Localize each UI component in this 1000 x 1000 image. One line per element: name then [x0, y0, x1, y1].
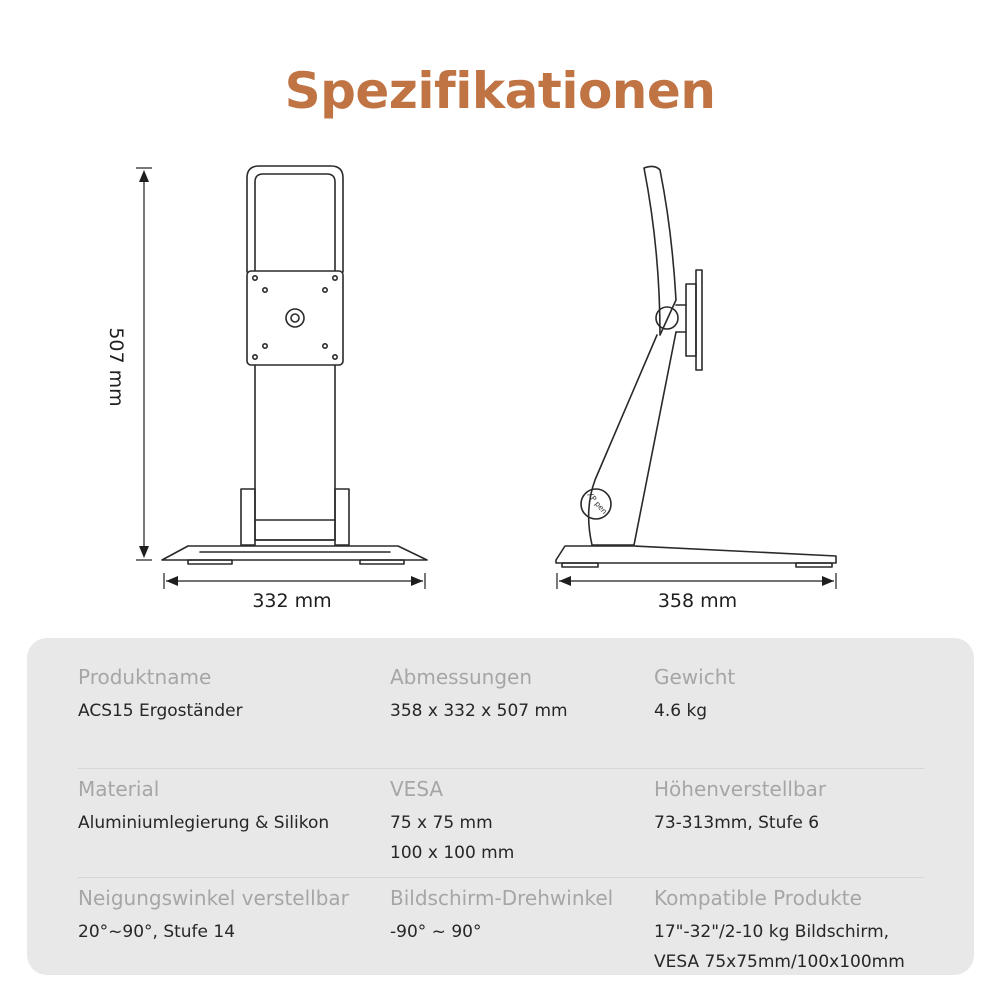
spec-cell-dimensions [390, 660, 650, 726]
spec-label: VESA [390, 777, 444, 801]
spec-label: Abmessungen [390, 665, 533, 689]
spec-label: Material [78, 777, 160, 801]
spec-label: Kompatible Produkte [654, 886, 862, 910]
spec-row [78, 769, 924, 878]
height-dimension-label: 507 mm [105, 327, 127, 407]
specifications-panel [27, 638, 974, 975]
spec-value: 73-313mm, Stufe 6 [654, 813, 820, 833]
spec-cell-tilt-angle [78, 878, 388, 947]
spec-cell-rotation-angle [390, 878, 650, 947]
page-title: Spezifikationen [284, 62, 716, 120]
spec-value: -90° ~ 90° [390, 922, 482, 942]
side-width-dimension-line [557, 573, 836, 589]
spec-value: 358 x 332 x 507 mm [390, 701, 568, 721]
spec-value: 75 x 75 mm 100 x 100 mm [390, 813, 515, 863]
side-width-dimension-label: 358 mm [657, 590, 738, 612]
spec-cell-product-name [78, 660, 388, 726]
height-dimension-line [136, 168, 152, 560]
spec-label: Höhenverstellbar [654, 777, 827, 801]
spec-cell-height-adjustable [654, 769, 934, 838]
spec-row [78, 660, 924, 769]
spec-label: Neigungswinkel verstellbar [78, 886, 349, 910]
front-width-dimension-line [164, 573, 425, 589]
spec-label: Bildschirm-Drehwinkel [390, 886, 614, 910]
specifications-table [78, 660, 924, 988]
spec-value: ACS15 Ergoständer [78, 701, 243, 721]
spec-value: 4.6 kg [654, 701, 708, 721]
spec-cell-vesa [390, 769, 650, 868]
spec-cell-compatible-products [654, 878, 934, 977]
spec-value: 17"-32"/2-10 kg Bildschirm, VESA 75x75mm/100x100mm [654, 922, 905, 972]
spec-label: Gewicht [654, 665, 736, 689]
spec-cell-weight [654, 660, 934, 726]
logo-text: XP pen [585, 490, 610, 516]
front-view-stand [162, 166, 427, 564]
spec-value: 20°~90°, Stufe 14 [78, 922, 236, 942]
spec-cell-material [78, 769, 388, 838]
spec-label: Produktname [78, 665, 212, 689]
front-width-dimension-label: 332 mm [252, 590, 332, 612]
spec-row [78, 878, 924, 988]
spec-value: Aluminiumlegierung & Silikon [78, 813, 330, 833]
